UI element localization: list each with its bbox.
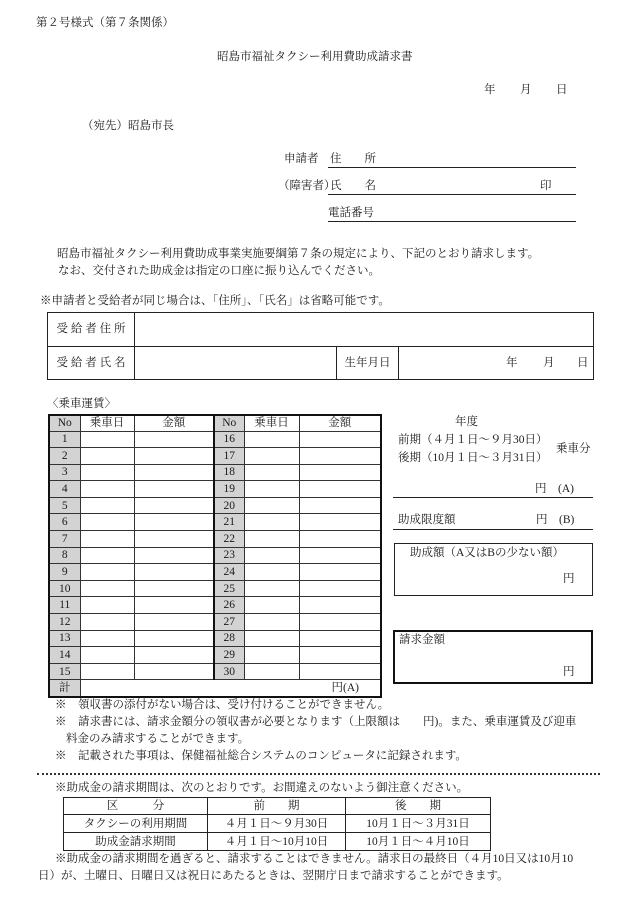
fare-amount-cell[interactable]	[299, 580, 381, 597]
fare-date-cell[interactable]	[80, 514, 134, 531]
period-row	[64, 833, 491, 851]
date-month-label: 月	[520, 84, 532, 96]
fare-amount-cell[interactable]	[134, 497, 214, 514]
fare-amount-cell[interactable]	[134, 547, 214, 564]
fare-row	[49, 547, 381, 564]
fare-row	[49, 614, 381, 631]
fare-amount-cell[interactable]	[134, 464, 214, 481]
birthdate-day-label: 日	[577, 357, 589, 369]
recipient-name-field[interactable]	[135, 347, 337, 380]
fare-row-number: 25	[214, 580, 244, 597]
period-table	[63, 797, 491, 851]
first-half-period: 前期（４月１日～９月30日）	[398, 434, 548, 446]
fare-row-number: 26	[214, 597, 244, 614]
fare-row-number: 29	[214, 647, 244, 664]
period-header-second: 後 期	[346, 798, 491, 815]
limit-b-field[interactable]	[393, 529, 593, 530]
period-row	[64, 815, 491, 833]
fare-amount-cell[interactable]	[299, 514, 381, 531]
fare-row-number: 5	[49, 497, 80, 514]
form-number: 第２号様式（第７条関係）	[36, 17, 174, 29]
fare-amount-cell[interactable]	[134, 647, 214, 664]
birthdate-year-label: 年	[506, 357, 518, 369]
body-line-2: なお、交付された助成金は指定の口座に振り込んでください。	[58, 265, 380, 277]
addressee: （宛先）昭島市長	[82, 120, 174, 132]
note-claim-line-1: ※ 請求書には、請求金額分の領収書が必要となります（上限額は 円)。また、乗車運賃及び迎車	[55, 716, 577, 728]
fare-amount-cell[interactable]	[134, 431, 214, 448]
fare-date-cell[interactable]	[80, 481, 134, 498]
applicant-role-label: 申請者	[284, 153, 319, 165]
grant-amount-label: 助成額（A又はBの少ない額）	[410, 547, 564, 559]
fare-date-cell[interactable]	[80, 431, 134, 448]
fare-row	[49, 580, 381, 597]
fare-date-cell[interactable]	[80, 547, 134, 564]
fare-amount-cell[interactable]	[134, 514, 214, 531]
fare-total-field[interactable]: 円(A)	[80, 680, 381, 697]
fare-date-cell[interactable]	[244, 547, 299, 564]
fare-row-number: 11	[49, 597, 80, 614]
applicant-address-field[interactable]	[328, 167, 576, 168]
fare-amount-cell[interactable]	[299, 431, 381, 448]
fare-amount-cell[interactable]	[134, 614, 214, 631]
note-claim-line-2: 料金のみ請求することができます。	[66, 733, 250, 745]
claim-amount-unit: 円	[563, 666, 575, 678]
fare-amount-cell[interactable]	[299, 564, 381, 581]
fare-date-cell[interactable]	[244, 663, 299, 680]
applicant-phone-field[interactable]	[328, 221, 576, 222]
fare-row-number: 13	[49, 630, 80, 647]
fare-date-cell[interactable]	[80, 464, 134, 481]
fare-row-number: 21	[214, 514, 244, 531]
fare-row	[49, 663, 381, 680]
fare-row-number: 4	[49, 481, 80, 498]
applicant-name-field[interactable]	[328, 194, 576, 195]
fare-row-number: 15	[49, 663, 80, 680]
period-row-second: 10月１日～３月31日	[346, 815, 491, 833]
birthdate-field[interactable]	[399, 347, 594, 380]
fare-amount-cell[interactable]	[134, 663, 214, 680]
fare-amount-cell[interactable]	[134, 597, 214, 614]
fare-amount-cell[interactable]	[299, 630, 381, 647]
fare-section-label: 〈乗車運賃〉	[47, 398, 116, 410]
fare-header-date: 乗車日	[80, 415, 134, 431]
fare-row-number: 23	[214, 547, 244, 564]
fare-table	[48, 414, 382, 698]
fiscal-year-label: 年度	[455, 416, 478, 428]
fare-row-number: 9	[49, 564, 80, 581]
fare-date-cell[interactable]	[244, 481, 299, 498]
fare-date-cell[interactable]	[244, 514, 299, 531]
fare-row	[49, 431, 381, 448]
fare-amount-cell[interactable]	[134, 481, 214, 498]
fare-row-number: 6	[49, 514, 80, 531]
fare-amount-cell[interactable]	[134, 630, 214, 647]
period-header-row	[64, 798, 491, 815]
fare-date-cell[interactable]	[80, 647, 134, 664]
fare-header-row	[49, 415, 381, 431]
recipient-note: ※申請者と受給者が同じ場合は、「住所」、「氏名」は省略可能です。	[40, 295, 390, 307]
fare-amount-cell[interactable]	[299, 663, 381, 680]
fare-row	[49, 564, 381, 581]
fare-amount-cell[interactable]	[134, 580, 214, 597]
fare-row-number: 19	[214, 481, 244, 498]
period-row-label: タクシーの利用期間	[64, 815, 208, 833]
fare-date-cell[interactable]	[244, 580, 299, 597]
fare-date-cell[interactable]	[244, 531, 299, 548]
fare-row	[49, 514, 381, 531]
recipient-address-label: 受 給 者 住 所	[48, 313, 135, 347]
recipient-name-label: 受 給 者 氏 名	[48, 347, 135, 380]
fare-amount-cell[interactable]	[134, 564, 214, 581]
fare-amount-cell[interactable]	[299, 497, 381, 514]
fare-date-cell[interactable]	[80, 564, 134, 581]
limit-label: 助成限度額	[398, 514, 456, 526]
period-intro: ※助成金の請求期間は、次のとおりです。お間違えのないよう御注意ください。	[55, 782, 469, 794]
fare-date-cell[interactable]	[80, 448, 134, 465]
fare-total-label: 計	[49, 680, 80, 697]
fare-row	[49, 448, 381, 465]
total-a-unit: 円 (A)	[535, 483, 574, 495]
fare-row-number: 8	[49, 547, 80, 564]
fare-row	[49, 531, 381, 548]
fare-amount-cell[interactable]	[134, 448, 214, 465]
fare-amount-cell[interactable]	[299, 448, 381, 465]
fare-row	[49, 597, 381, 614]
applicant-address-label: 住 所	[330, 153, 376, 165]
fare-row-number: 2	[49, 448, 80, 465]
total-a-field[interactable]	[393, 497, 593, 498]
fare-date-cell[interactable]	[80, 531, 134, 548]
fare-row-number: 24	[214, 564, 244, 581]
fare-row-number: 3	[49, 464, 80, 481]
fare-date-cell[interactable]	[244, 630, 299, 647]
fare-date-cell[interactable]	[80, 663, 134, 680]
form-title: 昭島市福祉タクシー利用費助成請求書	[217, 51, 413, 63]
period-row-first: ４月１日～９月30日	[208, 815, 346, 833]
note-receipt: ※ 領収書の添付がない場合は、受け付けることができません。	[55, 699, 390, 711]
fare-row-number: 16	[214, 431, 244, 448]
fare-row-number: 12	[49, 614, 80, 631]
claim-amount-label: 請求金額	[399, 634, 445, 646]
fare-header-date: 乗車日	[244, 415, 299, 431]
note-record: ※ 記載された事項は、保健福祉総合システムのコンピュータに記録されます。	[55, 750, 467, 762]
fare-header-no: No	[214, 415, 244, 431]
limit-b-unit: 円 (B)	[536, 514, 575, 526]
fare-row-number: 27	[214, 614, 244, 631]
fare-amount-cell[interactable]	[299, 464, 381, 481]
fare-total-row	[49, 680, 381, 697]
fare-date-cell[interactable]	[244, 647, 299, 664]
fare-amount-cell[interactable]	[299, 481, 381, 498]
fare-row	[49, 647, 381, 664]
second-half-period: 後期（10月１日～３月31日）	[398, 452, 548, 464]
grant-amount-unit: 円	[563, 573, 575, 585]
fare-amount-cell[interactable]	[299, 647, 381, 664]
period-header-first: 前 期	[208, 798, 346, 815]
period-row-label: 助成金請求期間	[64, 833, 208, 851]
fare-date-cell[interactable]	[80, 597, 134, 614]
fare-row	[49, 630, 381, 647]
date-year-label: 年	[484, 84, 496, 96]
fare-row-number: 30	[214, 663, 244, 680]
fare-date-cell[interactable]	[244, 464, 299, 481]
fare-row-number: 17	[214, 448, 244, 465]
period-row-second: 10月１日～４月10日	[346, 833, 491, 851]
fare-amount-cell[interactable]	[299, 614, 381, 631]
fare-date-cell[interactable]	[244, 564, 299, 581]
fare-header-amount: 金額	[299, 415, 381, 431]
dotted-divider	[37, 773, 600, 775]
seal-mark: 印	[540, 180, 552, 192]
birthdate-month-label: 月	[543, 357, 555, 369]
fare-row-number: 22	[214, 531, 244, 548]
birthdate-label: 生年月日	[337, 347, 399, 380]
fare-amount-cell[interactable]	[299, 597, 381, 614]
fare-date-cell[interactable]	[80, 580, 134, 597]
fare-date-cell[interactable]	[244, 597, 299, 614]
fare-date-cell[interactable]	[244, 448, 299, 465]
fare-row-number: 7	[49, 531, 80, 548]
fare-date-cell[interactable]	[80, 614, 134, 631]
fare-row-number: 14	[49, 647, 80, 664]
fare-row	[49, 464, 381, 481]
fare-date-cell[interactable]	[80, 497, 134, 514]
fare-row-number: 10	[49, 580, 80, 597]
fare-row	[49, 497, 381, 514]
fare-row-number: 20	[214, 497, 244, 514]
fare-amount-cell[interactable]	[134, 531, 214, 548]
fare-amount-cell[interactable]	[299, 531, 381, 548]
fare-header-amount: 金額	[134, 415, 214, 431]
ride-label: 乗車分	[556, 443, 591, 455]
date-day-label: 日	[556, 84, 568, 96]
applicant-role-sub-label: （障害者）	[278, 180, 336, 192]
period-footnote-line-1: ※助成金の請求期間を過ぎると、請求することはできません。請求日の最終日（４月10日又は10月10	[55, 853, 574, 865]
applicant-name-label: 氏 名	[330, 180, 376, 192]
fare-date-cell[interactable]	[244, 614, 299, 631]
fare-date-cell[interactable]	[80, 630, 134, 647]
period-row-first: ４月１日～10月10日	[208, 833, 346, 851]
applicant-phone-label: 電話番号	[328, 207, 374, 219]
fare-row-number: 28	[214, 630, 244, 647]
fare-date-cell[interactable]	[244, 431, 299, 448]
fare-amount-cell[interactable]	[299, 547, 381, 564]
period-footnote-line-2: 日）が、土曜日、日曜日又は祝日にあたるときは、翌開庁日まで請求することができます。	[38, 870, 509, 882]
recipient-address-field[interactable]	[135, 313, 594, 347]
body-line-1: 昭島市福祉タクシー利用費助成事業実施要綱第７条の規定により、下記のとおり請求します。	[57, 248, 540, 260]
fare-row	[49, 481, 381, 498]
period-header-category: 区 分	[64, 798, 208, 815]
fare-header-no: No	[49, 415, 80, 431]
fare-row-number: 1	[49, 431, 80, 448]
fare-row-number: 18	[214, 464, 244, 481]
fare-date-cell[interactable]	[244, 497, 299, 514]
